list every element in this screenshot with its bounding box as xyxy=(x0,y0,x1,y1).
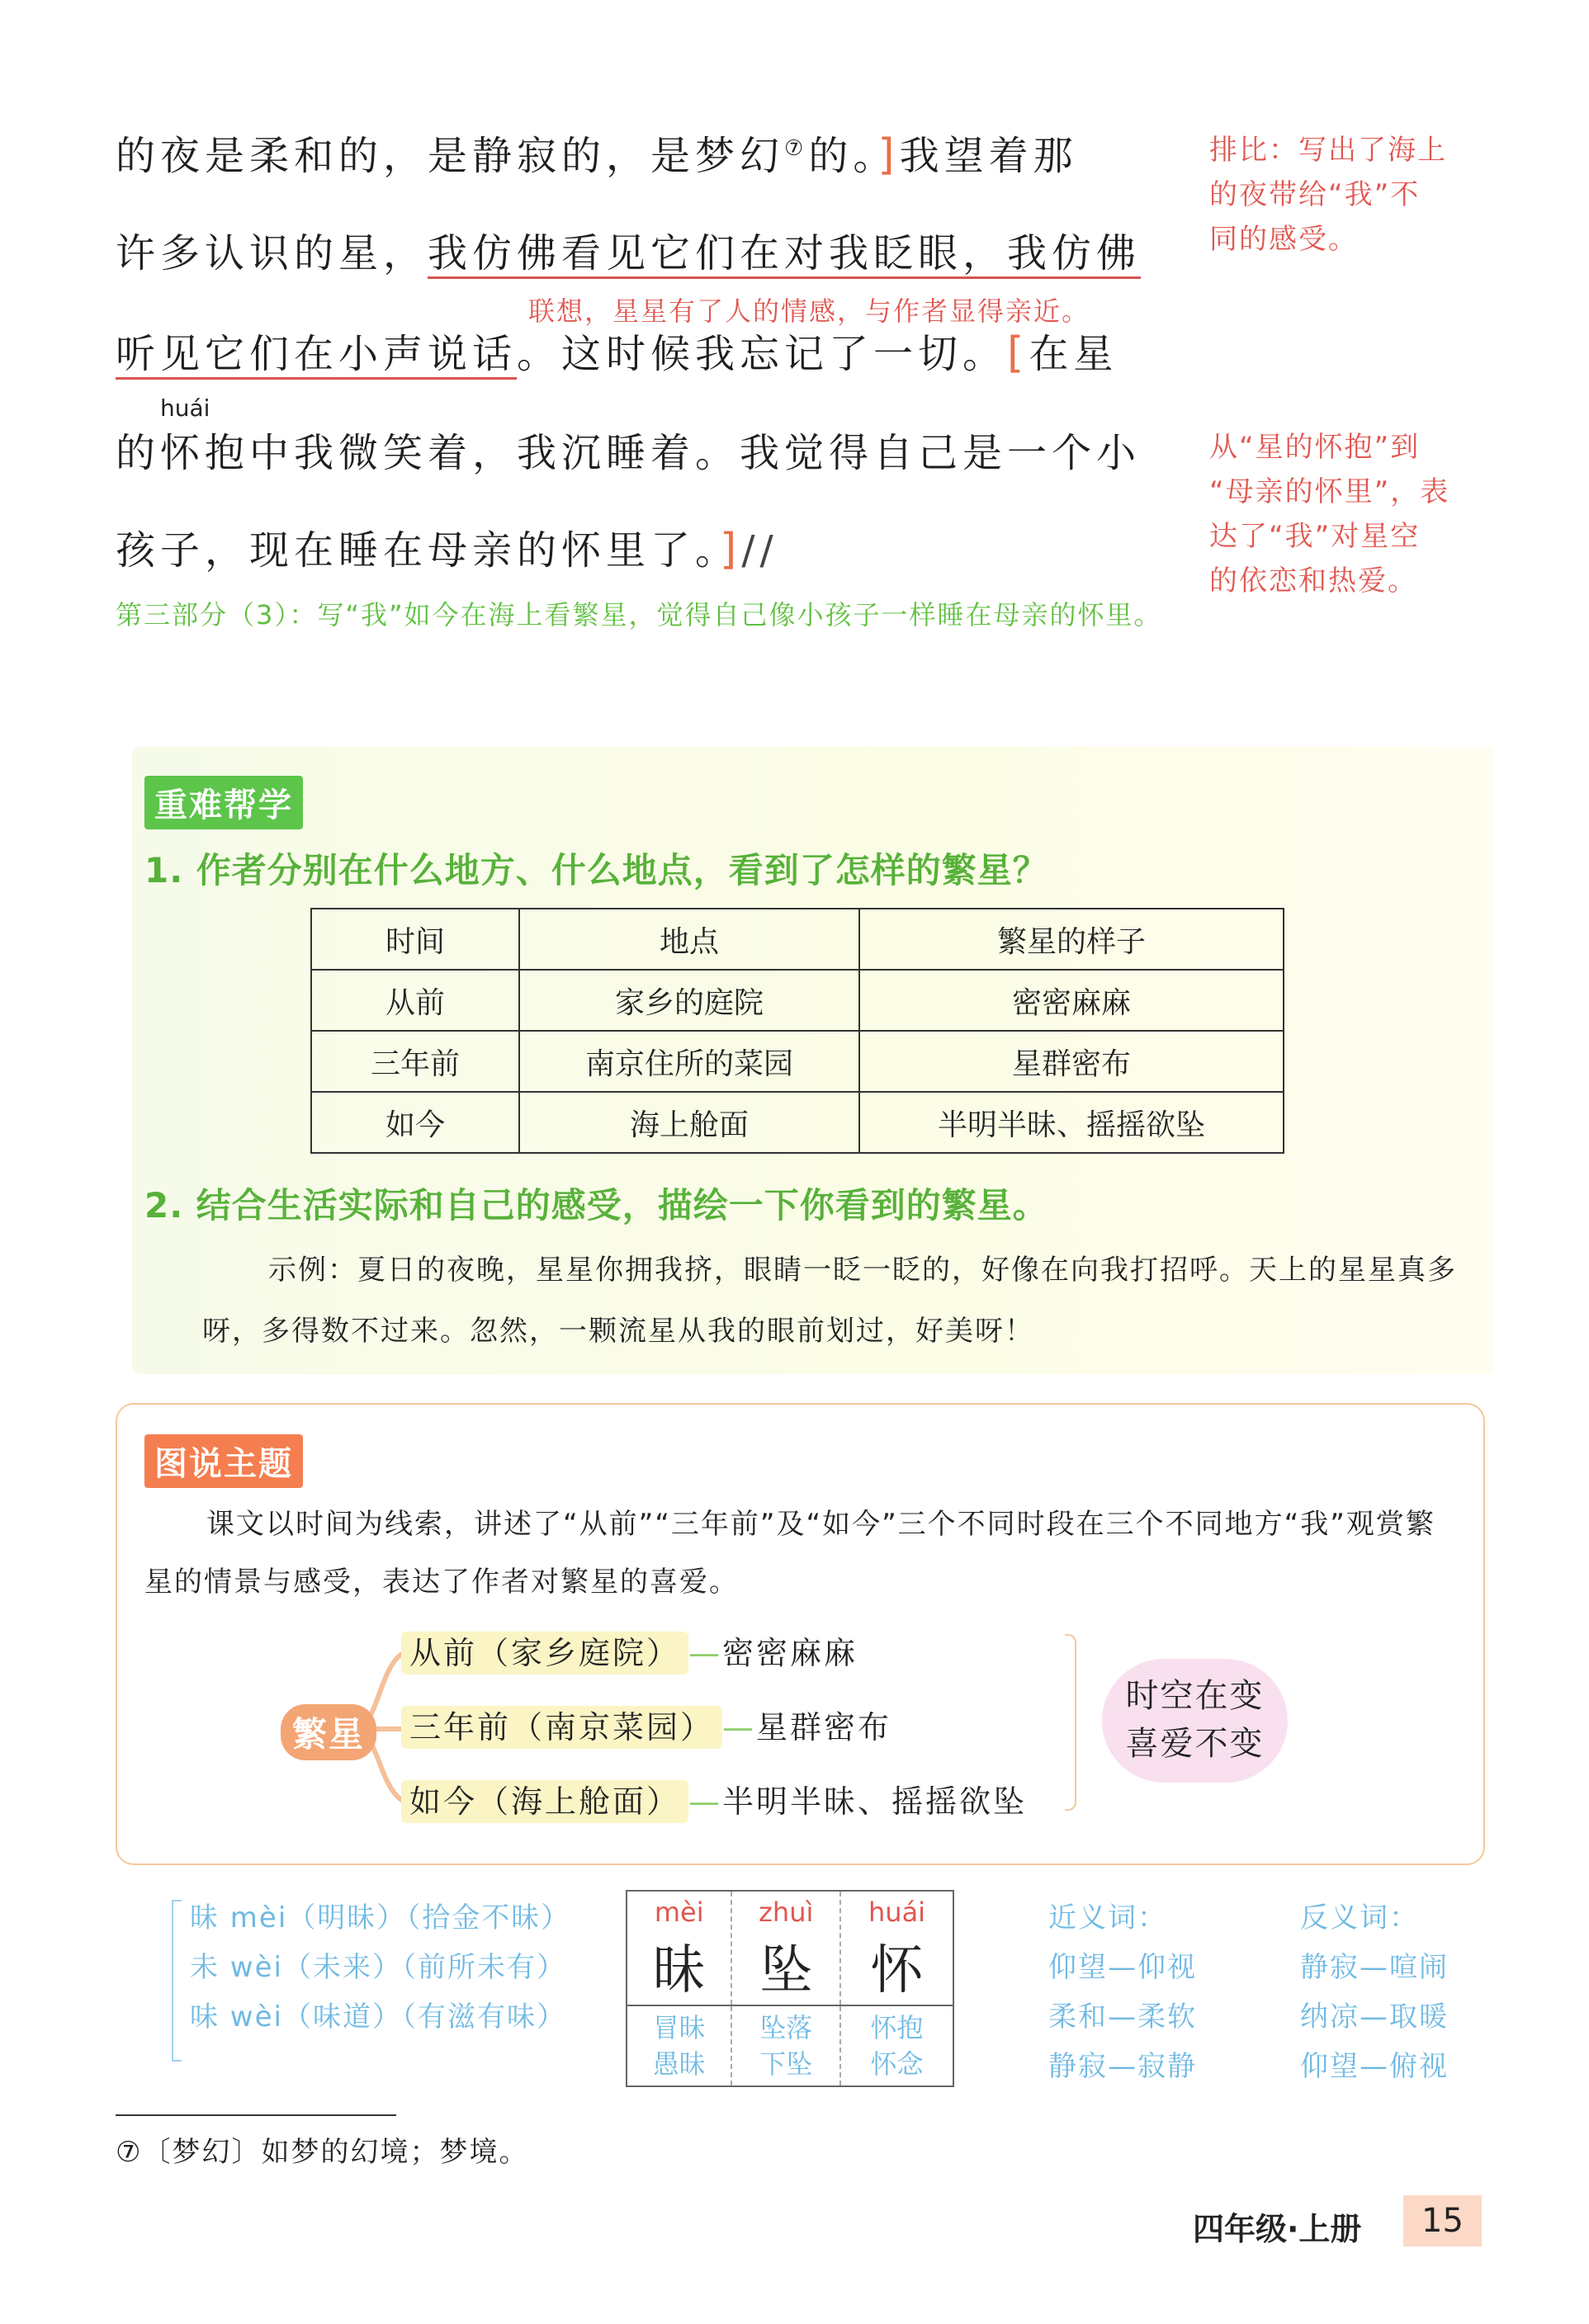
table-row: 三年前 南京住所的菜园 星群密布 xyxy=(311,1031,1284,1092)
underlined-phrase: 我仿佛看见它们在对我眨眼，我仿佛 xyxy=(428,230,1141,279)
annotation-association: 联想，星星有了人的情感，与作者显得亲近。 xyxy=(528,295,1090,327)
theme-summary: 课文以时间为线索，讲述了“从前”“三年前”及“如今”三个不同时段在三个不同地方“我”观赏繁星的情景与感受，表达了作者对繁星的喜爱。 xyxy=(144,1508,1435,1599)
help-section-tag: 重难帮学 xyxy=(144,776,303,829)
text-line-2: 许多认识的星，我仿佛看见它们在对我眨眼，我仿佛 xyxy=(116,221,1141,278)
text-line-5: 孩子，现在睡在母亲的怀里了。]// xyxy=(116,525,778,574)
question-2: 2. 结合生活实际和自己的感受，描绘一下你看到的繁星。 xyxy=(144,1185,1048,1226)
section-summary-note: 第三部分（3）：写“我”如今在海上看繁星，觉得自己像小孩子一样睡在母亲的怀里。 xyxy=(116,599,1162,631)
word-cell: 坠落 下坠 xyxy=(731,2005,840,2086)
question-1: 1. 作者分别在什么地方、什么地点，看到了怎样的繁星？ xyxy=(144,850,1048,890)
text-line-1: 的夜是柔和的，是静寂的，是梦幻⑦的。]我望着那 xyxy=(116,130,1078,180)
synonyms-list: 近义词： 仰望—仰视 柔和—柔软 静寂—寂静 xyxy=(1048,1901,1197,2083)
theme-section-tag: 图说主题 xyxy=(144,1434,303,1488)
word-cell: 冒昧 愚昧 xyxy=(627,2005,731,2086)
pinyin-annotation: huái xyxy=(160,394,210,422)
table-row: 从前 家乡的庭院 密密麻麻 xyxy=(311,970,1284,1031)
footnote-marker: ⑦ xyxy=(784,136,809,161)
bracket-open: [ xyxy=(1007,328,1029,378)
underlined-phrase: 听见它们在小声说话 xyxy=(116,331,517,380)
character-cell: huái 怀 xyxy=(868,1897,926,2001)
antonyms-list: 反义词： 静寂—喧闹 纳凉—取暖 仰望—俯视 xyxy=(1300,1901,1449,2083)
character-cell: zhuì 坠 xyxy=(731,1891,840,2005)
text-line-3: 听见它们在小声说话。这时候我忘记了一切。[在星 xyxy=(116,328,1118,378)
bracket-close: ] xyxy=(720,525,742,574)
grade-label: 四年级·上册 xyxy=(1193,2211,1362,2247)
page-number: 15 xyxy=(1403,2195,1482,2246)
word-cell: 怀抱 怀念 xyxy=(870,2012,924,2080)
mindmap-center: 繁星 xyxy=(281,1704,376,1760)
stars-table xyxy=(310,908,1284,1154)
example-answer: 示例：夏日的夜晚，星星你拥我挤，眼睛一眨一眨的，好像在向我打招呼。天上的星星真多呀，多得数不过来。忽然，一颗流星从我的眼前划过，好美呀！ xyxy=(202,1254,1457,1348)
mindmap-bracket xyxy=(1065,1634,1076,1811)
mindmap-branch: 如今（海上舱面） —半明半昧、摇摇欲坠 xyxy=(401,1776,1027,1821)
side-note-parallelism: 排比：写出了海上 的夜带给“我”不 同的感受。 xyxy=(1209,134,1447,256)
text-line-4: 的怀抱中我微笑着，我沉睡着。我觉得自己是一个小 xyxy=(116,430,1142,476)
mindmap-branch: 三年前（南京菜园） —星群密布 xyxy=(401,1702,891,1747)
character-box xyxy=(626,1890,954,2087)
table-row: 如今 海上舱面 半明半昧、摇摇欲坠 xyxy=(311,1092,1284,1153)
footnote: ⑦〔梦幻〕如梦的幻境；梦境。 xyxy=(116,2136,529,2169)
character-cell: mèi 昧 xyxy=(627,1891,731,2005)
footnote-divider xyxy=(116,2114,396,2116)
mindmap-branch: 从前（家乡庭院） —密密麻麻 xyxy=(401,1627,858,1673)
side-note-feeling: 从“星的怀抱”到 “母亲的怀里”，表 达了“我”对星空 的依恋和热爱。 xyxy=(1209,431,1450,598)
polyphone-bracket xyxy=(172,1900,182,2062)
theme-conclusion: 时空在变 喜爱不变 xyxy=(1102,1659,1288,1783)
table-header-row: 时间 地点 繁星的样子 xyxy=(311,909,1284,970)
bracket-close: ] xyxy=(877,130,900,180)
polyphone-list: 昧 mèi（明昧）（拾金不昧） 未 wèi（未来）（前所未有） 味 wèi（味道）（有滋有味） xyxy=(190,1901,571,2034)
